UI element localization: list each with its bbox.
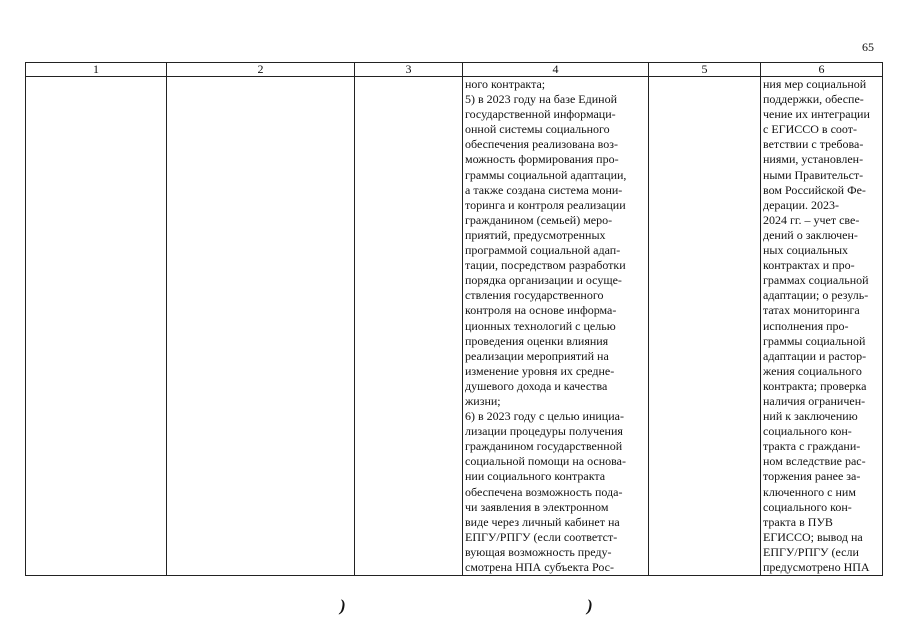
column-6-text [763, 77, 880, 575]
column-6-line: социального кон- [763, 424, 852, 439]
column-6-line: ниями, установлен- [763, 152, 864, 167]
column-6-line: дений о заключен- [763, 227, 858, 242]
column-4-line: обеспечения реализована воз- [465, 137, 618, 152]
column-4-line: ционных технологий с целью [465, 318, 616, 333]
column-4-line: проведения оценки влияния [465, 333, 609, 348]
column-6-line: адаптации и растор- [763, 348, 867, 363]
cell-col-2 [167, 77, 355, 576]
column-4-line: онной системы социального [465, 122, 610, 137]
cell-col-5 [649, 77, 761, 576]
column-4-line: виде через личный кабинет на [465, 514, 620, 529]
column-header-4: 4 [463, 63, 649, 77]
column-6-line: жения социального [763, 363, 862, 378]
column-4-line: порядка организации и осуще- [465, 273, 622, 288]
bottom-mark-left: ) [340, 596, 346, 615]
column-6-line: контрактах и про- [763, 258, 855, 273]
column-6-line: тракта в ПУВ [763, 514, 833, 529]
column-6-line: социального кон- [763, 499, 852, 514]
column-6-line: ЕПГУ/РПГУ (если [763, 544, 859, 559]
column-4-line: вующая возможность преду- [465, 544, 612, 559]
column-6-line: тракта с граждани- [763, 439, 861, 454]
column-6-line: ных социальных [763, 243, 849, 258]
column-4-line: а также создана система мони- [465, 182, 623, 197]
column-6-line: исполнения про- [763, 318, 849, 333]
column-4-line: ного контракта; [465, 77, 546, 91]
column-4-line: государственной информаци- [465, 107, 616, 122]
column-6-line: чение их интеграции [763, 107, 870, 122]
column-6-line: ными Правительст- [763, 167, 864, 182]
column-4-line: жизни; [465, 393, 501, 408]
cell-col-1 [26, 77, 167, 576]
column-6-line: ветствии с требова- [763, 137, 864, 152]
column-4-line: ствления государственного [465, 288, 604, 303]
bottom-mark-right: ) [587, 596, 593, 615]
column-6-line: ЕГИССО; вывод на [763, 529, 863, 544]
column-4-line: можность формирования про- [465, 152, 619, 167]
column-4-line: гражданином государственной [465, 439, 623, 454]
cell-col-4 [463, 77, 649, 576]
column-4-line: душевого дохода и качества [465, 378, 608, 393]
column-4-line: 6) в 2023 году с целью инициа- [465, 409, 624, 424]
column-header-2: 2 [167, 63, 355, 77]
column-6-line: предусмотрено НПА [763, 560, 870, 574]
column-4-line: обеспечена возможность пода- [465, 484, 623, 499]
column-4-line: ЕПГУ/РПГУ (если соответст- [465, 529, 618, 544]
column-4-line: контроля на основе информа- [465, 303, 617, 318]
column-header-3: 3 [355, 63, 463, 77]
column-6-line: ном вследствие рас- [763, 454, 866, 469]
column-4-line: реализации мероприятий на [465, 348, 609, 363]
cell-col-6 [761, 77, 883, 576]
column-6-line: наличия ограничен- [763, 393, 866, 408]
table-header-row [26, 63, 883, 77]
column-4-line: программой социальной адап- [465, 243, 621, 258]
table-row [26, 77, 883, 576]
column-4-line: лизации процедуры получения [465, 424, 623, 439]
column-6-line: граммах социальной [763, 273, 869, 288]
column-6-line: вом Российской Фе- [763, 182, 866, 197]
column-4-line: гражданином (семьей) меро- [465, 212, 613, 227]
column-4-line: социальной помощи на основа- [465, 454, 626, 469]
column-6-line: граммы социальной [763, 333, 866, 348]
column-4-line: 5) в 2023 году на базе Единой [465, 92, 617, 107]
column-6-line: поддержки, обеспе- [763, 92, 864, 107]
column-header-5: 5 [649, 63, 761, 77]
column-4-line: чи заявления в электронном [465, 499, 609, 514]
page-number: 65 [862, 40, 874, 54]
column-4-line: изменение уровня их средне- [465, 363, 615, 378]
column-4-line: смотрена НПА субъекта Рос- [465, 560, 614, 574]
column-6-line: контракта; проверка [763, 378, 867, 393]
column-6-line: ния мер социальной [763, 77, 867, 91]
column-6-line: татах мониторинга [763, 303, 860, 318]
column-4-line: нии социального контракта [465, 469, 606, 484]
column-4-line: тации, посредством разработки [465, 258, 626, 273]
column-6-line: адаптации; о резуль- [763, 288, 869, 303]
cell-col-3 [355, 77, 463, 576]
column-header-6: 6 [761, 63, 883, 77]
column-header-1: 1 [26, 63, 167, 77]
column-4-line: торинга и контроля реализации [465, 197, 626, 212]
column-6-line: торжения ранее за- [763, 469, 861, 484]
column-4-line: граммы социальной адаптации, [465, 167, 627, 182]
column-4-line: приятий, предусмотренных [465, 227, 606, 242]
column-6-line: ний к заключению [763, 409, 858, 424]
column-6-line: с ЕГИССО в соот- [763, 122, 858, 137]
column-4-text [465, 77, 646, 575]
column-6-line: ключенного с ним [763, 484, 856, 499]
column-6-line: дерации. 2023- [763, 197, 840, 212]
document-table [25, 62, 883, 576]
column-6-line: 2024 гг. – учет све- [763, 212, 860, 227]
